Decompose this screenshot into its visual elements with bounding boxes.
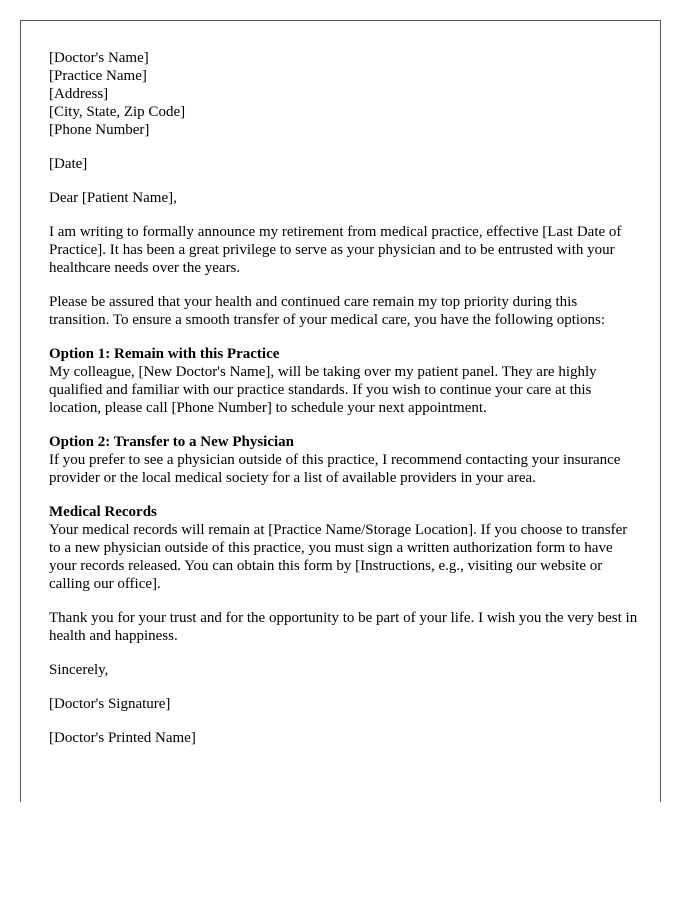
option1-heading: Option 1: Remain with this Practice: [49, 346, 280, 362]
salutation: Dear [Patient Name],: [49, 190, 177, 206]
sender-address: [Address]: [49, 86, 109, 102]
printed-name: [Doctor's Printed Name]: [49, 730, 196, 746]
option1-body: My colleague, [New Doctor's Name], will be taking over my patient panel. They are highly qualified and familiar with our practice standards. If you wish to continue your care at this location, please call [Phone Number] to schedule your next appointment.: [49, 364, 597, 416]
closing-paragraph: Thank you for your trust and for the opportunity to be part of your life. I wish you the very best in health and happiness.: [49, 610, 638, 644]
letter-page: [20, 20, 661, 802]
intro-paragraph: I am writing to formally announce my retirement from medical practice, effective [Last Date of Practice]. It has been a great privilege to serve as your physician and to be entrusted with your healthcare needs over the years.: [49, 224, 622, 276]
signature-placeholder: [Doctor's Signature]: [49, 696, 171, 712]
sender-city-state-zip: [City, State, Zip Code]: [49, 104, 186, 120]
valediction: Sincerely,: [49, 662, 109, 678]
option2-body: If you prefer to see a physician outside of this practice, I recommend contacting your insurance provider or the local medical society for a list of available providers in your area.: [49, 452, 621, 486]
sender-doctor-name: [Doctor's Name]: [49, 50, 149, 66]
records-heading: Medical Records: [49, 504, 157, 520]
sender-practice-name: [Practice Name]: [49, 68, 147, 84]
sender-phone: [Phone Number]: [49, 122, 150, 138]
letter-content: [49, 49, 639, 763]
records-body: Your medical records will remain at [Practice Name/Storage Location]. If you choose to transfer to a new physician outside of this practice, you must sign a written authorization form to have your records released. You can obtain this form by [Instructions, e.g., visiting our website or calling our office].: [49, 522, 628, 592]
option1-section: [49, 345, 639, 417]
assurance-paragraph: Please be assured that your health and continued care remain my top priority during this transition. To ensure a smooth transfer of your medical care, you have the following options:: [49, 294, 606, 328]
sender-block: [49, 49, 639, 139]
option2-heading: Option 2: Transfer to a New Physician: [49, 434, 295, 450]
option2-section: [49, 433, 639, 487]
records-section: [49, 503, 639, 593]
letter-date: [Date]: [49, 156, 88, 172]
